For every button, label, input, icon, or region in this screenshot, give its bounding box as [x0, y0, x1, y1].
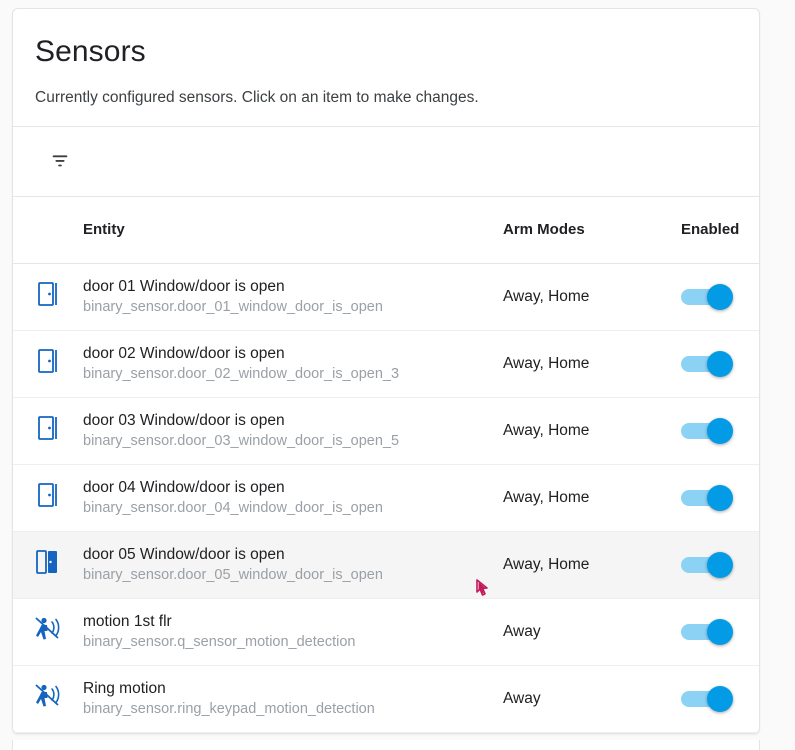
table-row-partial	[12, 740, 760, 750]
table-row[interactable]	[13, 263, 760, 330]
sensors-table-body	[13, 263, 760, 732]
filter-button[interactable]	[43, 145, 77, 179]
page-subtitle: Currently configured sensors. Click on an item to make changes.	[35, 89, 479, 106]
entity-cell[interactable]	[83, 330, 503, 397]
table-row[interactable]	[13, 330, 760, 397]
enabled-cell	[681, 464, 760, 531]
filter-icon	[49, 149, 71, 174]
arm-modes-cell: Away, Home	[503, 263, 681, 330]
entity-name: door 05 Window/door is open	[83, 545, 285, 563]
column-header-entity[interactable]: Entity	[83, 197, 503, 263]
enabled-toggle[interactable]	[681, 284, 739, 310]
toggle-knob	[707, 418, 733, 444]
enabled-toggle[interactable]	[681, 351, 739, 377]
entity-name: motion 1st flr	[83, 612, 172, 630]
page-title: Sensors	[35, 35, 146, 68]
entity-id: binary_sensor.door_02_window_door_is_open_3	[83, 366, 400, 383]
toggle-knob	[707, 351, 733, 377]
door-open-sensor-icon	[13, 531, 83, 598]
door-sensor-icon	[13, 330, 83, 397]
entity-id: binary_sensor.q_sensor_motion_detection	[83, 634, 356, 651]
entity-id: binary_sensor.door_04_window_door_is_open	[83, 500, 383, 517]
toggle-knob	[707, 485, 733, 511]
entity-name: Ring motion	[83, 679, 166, 697]
door-sensor-icon	[13, 464, 83, 531]
enabled-toggle[interactable]	[681, 418, 739, 444]
enabled-cell	[681, 598, 760, 665]
motion-sensor-icon	[13, 598, 83, 665]
entity-id: binary_sensor.door_01_window_door_is_open	[83, 299, 383, 316]
enabled-cell	[681, 397, 760, 464]
table-row[interactable]	[13, 531, 760, 598]
enabled-toggle[interactable]	[681, 686, 739, 712]
entity-id: binary_sensor.door_05_window_door_is_open	[83, 567, 383, 584]
entity-id: binary_sensor.ring_keypad_motion_detection	[83, 701, 375, 718]
door-sensor-icon	[13, 397, 83, 464]
entity-cell[interactable]	[83, 397, 503, 464]
enabled-cell	[681, 263, 760, 330]
entity-name: door 02 Window/door is open	[83, 344, 285, 362]
toggle-knob	[707, 619, 733, 645]
table-row[interactable]	[13, 464, 760, 531]
column-header-arm-modes[interactable]: Arm Modes	[503, 197, 681, 263]
entity-name: door 04 Window/door is open	[83, 478, 285, 496]
enabled-cell	[681, 531, 760, 598]
entity-name: door 01 Window/door is open	[83, 277, 285, 295]
table-toolbar	[13, 127, 759, 197]
table-header-row	[13, 197, 760, 263]
column-header-icon	[13, 197, 83, 263]
entity-cell[interactable]	[83, 665, 503, 732]
enabled-cell	[681, 330, 760, 397]
arm-modes-cell: Away	[503, 598, 681, 665]
entity-cell[interactable]	[83, 263, 503, 330]
table-row[interactable]	[13, 665, 760, 732]
arm-modes-cell: Away	[503, 665, 681, 732]
arm-modes-cell: Away, Home	[503, 531, 681, 598]
arm-modes-cell: Away, Home	[503, 397, 681, 464]
card-header	[13, 9, 759, 127]
door-sensor-icon	[13, 263, 83, 330]
toggle-knob	[707, 552, 733, 578]
table-row[interactable]	[13, 598, 760, 665]
sensors-table	[13, 197, 760, 733]
toggle-knob	[707, 686, 733, 712]
motion-sensor-icon	[13, 665, 83, 732]
entity-cell[interactable]	[83, 531, 503, 598]
entity-cell[interactable]	[83, 464, 503, 531]
enabled-toggle[interactable]	[681, 552, 739, 578]
sensors-card	[12, 8, 760, 734]
column-header-enabled[interactable]: Enabled	[681, 197, 760, 263]
entity-id: binary_sensor.door_03_window_door_is_open_5	[83, 433, 400, 450]
entity-name: door 03 Window/door is open	[83, 411, 285, 429]
arm-modes-cell: Away, Home	[503, 330, 681, 397]
table-row[interactable]	[13, 397, 760, 464]
toggle-knob	[707, 284, 733, 310]
entity-cell[interactable]	[83, 598, 503, 665]
enabled-toggle[interactable]	[681, 485, 739, 511]
enabled-toggle[interactable]	[681, 619, 739, 645]
arm-modes-cell: Away, Home	[503, 464, 681, 531]
enabled-cell	[681, 665, 760, 732]
